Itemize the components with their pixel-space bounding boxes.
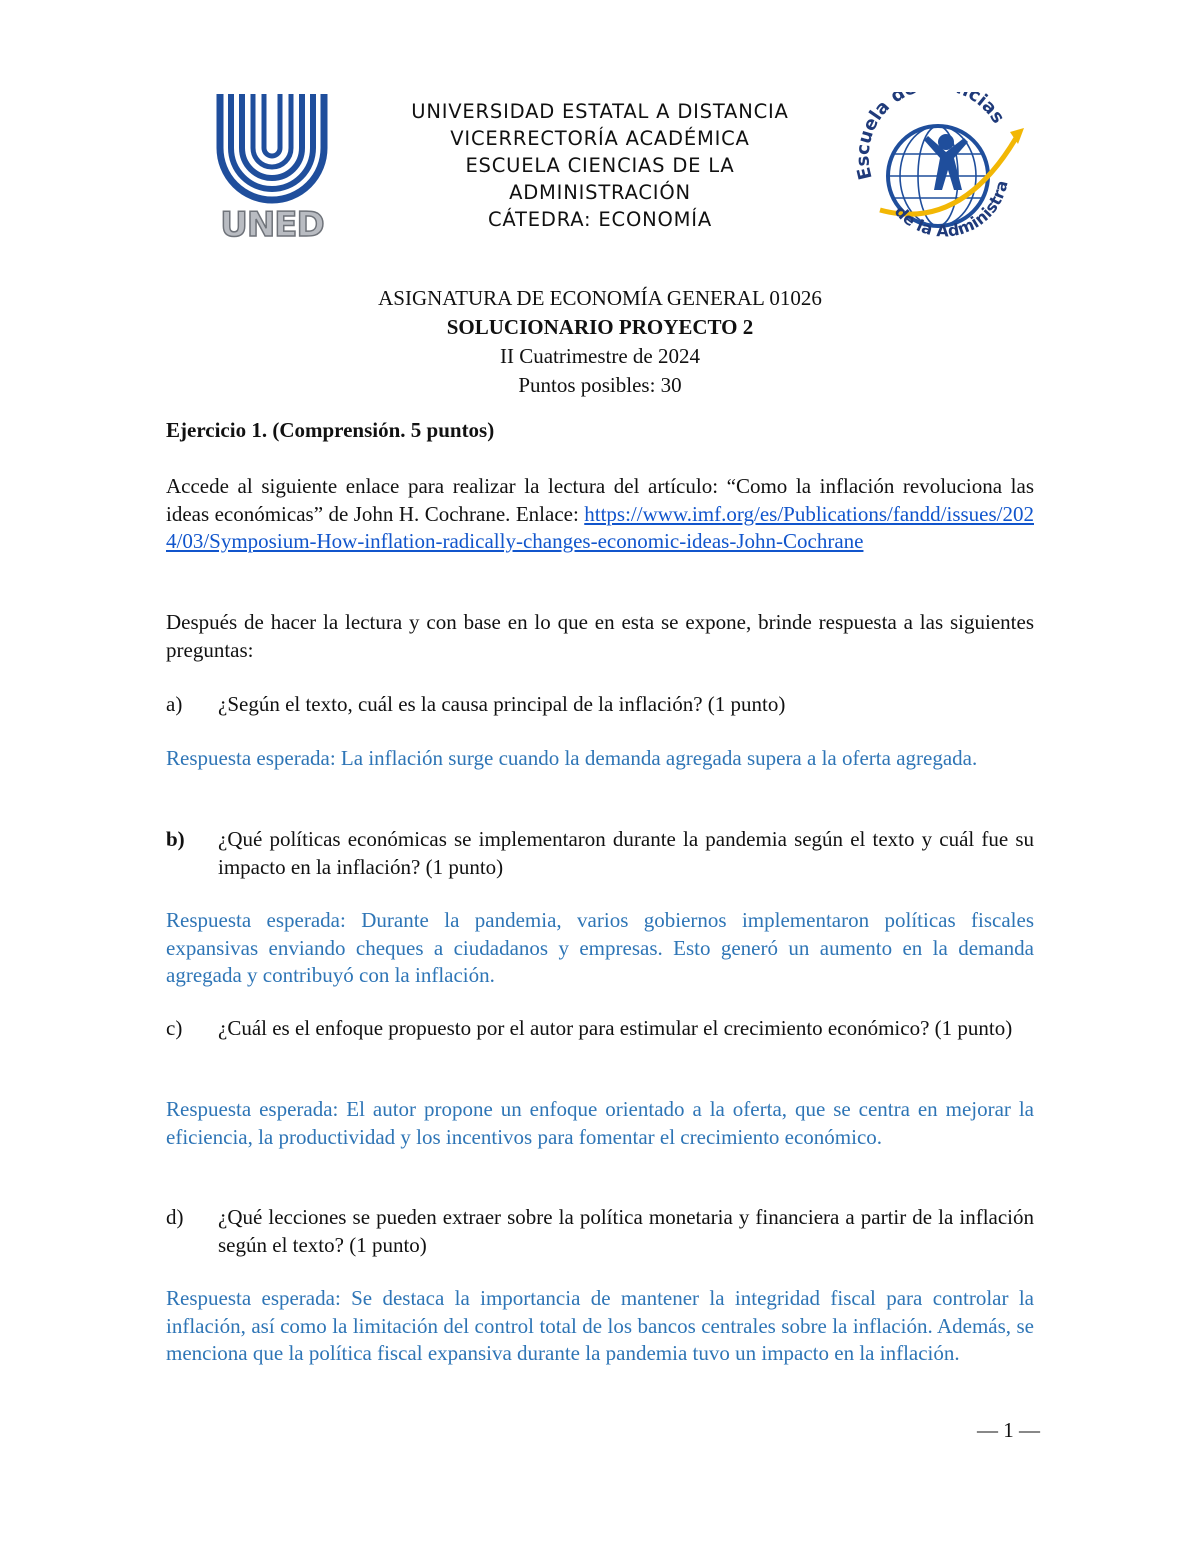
vice-rectorate: VICERRECTORÍA ACADÉMICA — [450, 127, 750, 150]
page-number: — 1 — — [977, 1418, 1040, 1442]
answer-c: Respuesta esperada: El autor propone un enfoque orientado a la oferta, que se centra en mejorar la eficiencia, la productividad y los incentivos para fomentar el crecimiento económico. — [166, 1097, 1034, 1149]
question-label: a) — [166, 692, 183, 716]
question-b — [166, 826, 1034, 881]
question-text: ¿Cuál es el enfoque propuesto por el autor para estimular el crecimiento económico? (1 punto) — [218, 1016, 1013, 1040]
exercise-instructions: Después de hacer la lectura y con base en lo que en esta se expone, brinde respuesta a las siguientes preguntas: — [166, 610, 1034, 662]
answer-d: Respuesta esperada: Se destaca la importancia de mantener la integridad fiscal para controlar la inflación, así como la limitación del control total de los bancos centrales sobre la inflación. Además, se menciona que la política fiscal expansiva durante la pandemia tuvo un impacto en la inflación. — [166, 1286, 1034, 1365]
exercise-title: Ejercicio 1. (Comprensión. 5 puntos) — [166, 418, 495, 442]
question-text: ¿Según el texto, cuál es la causa principal de la inflación? (1 punto) — [218, 692, 786, 716]
school-logo-top-text: Escuela d cias — [852, 92, 1009, 182]
question-text: ¿Qué políticas económicas se implementaron durante la pandemia según el texto y cuál fue su impacto en la inflación? (1 punto) — [218, 827, 1034, 879]
document-title: SOLUCIONARIO PROYECTO 2 — [446, 315, 754, 339]
term: II Cuatrimestre de 2024 — [499, 344, 701, 368]
possible-points: Puntos posibles: 30 — [518, 373, 682, 397]
question-label: b) — [166, 827, 185, 851]
school-logo-bottom-text: de la Administra — [890, 178, 1012, 241]
question-d — [166, 1204, 1034, 1259]
school-logo — [850, 92, 1030, 252]
answer-b: Respuesta esperada: Durante la pandemia, varios gobiernos implementaron políticas fiscales expansivas enviando cheques a ciudadanos y empresas. Esto generó un aumento en la demanda agregada y contribuyó con la inflación. — [166, 908, 1034, 987]
uned-logo-graphic — [212, 90, 332, 242]
uned-logo — [212, 90, 332, 242]
school-name-line2: ADMINISTRACIÓN — [509, 181, 691, 204]
article-link[interactable]: https://www.imf.org/es/Publications/fandd/issues/2024/03/Symposium-How-inflation-radically-changes-economic-ideas-John-Cochrane — [166, 501, 1034, 553]
question-a — [166, 691, 1034, 719]
answer-a: Respuesta esperada: La inflación surge cuando la demanda agregada supera a la oferta agregada. — [166, 746, 978, 770]
institution-header — [340, 98, 860, 233]
intro-text: Accede al siguiente enlace para realizar la lectura del artículo: “Como la inflación revoluciona las ideas económicas” de John H. Cochrane. Enlace: — [166, 474, 1034, 526]
exercise-intro — [166, 473, 1034, 556]
question-text: ¿Qué lecciones se pueden extraer sobre la política monetaria y financiera a partir de la inflación según el texto? (1 punto) — [218, 1205, 1034, 1257]
chair-name: CÁTEDRA: ECONOMÍA — [488, 208, 712, 231]
course-info — [300, 284, 900, 400]
uned-logo-text: UNED — [220, 205, 324, 242]
course-subject: ASIGNATURA DE ECONOMÍA GENERAL 01026 — [378, 286, 822, 310]
question-label: c) — [166, 1016, 183, 1040]
question-label: d) — [166, 1205, 184, 1229]
institution-name: UNIVERSIDAD ESTATAL A DISTANCIA — [411, 100, 789, 123]
school-logo-graphic — [850, 92, 1030, 252]
school-name-line1: ESCUELA CIENCIAS DE LA — [465, 154, 735, 177]
question-c — [166, 1015, 1034, 1043]
